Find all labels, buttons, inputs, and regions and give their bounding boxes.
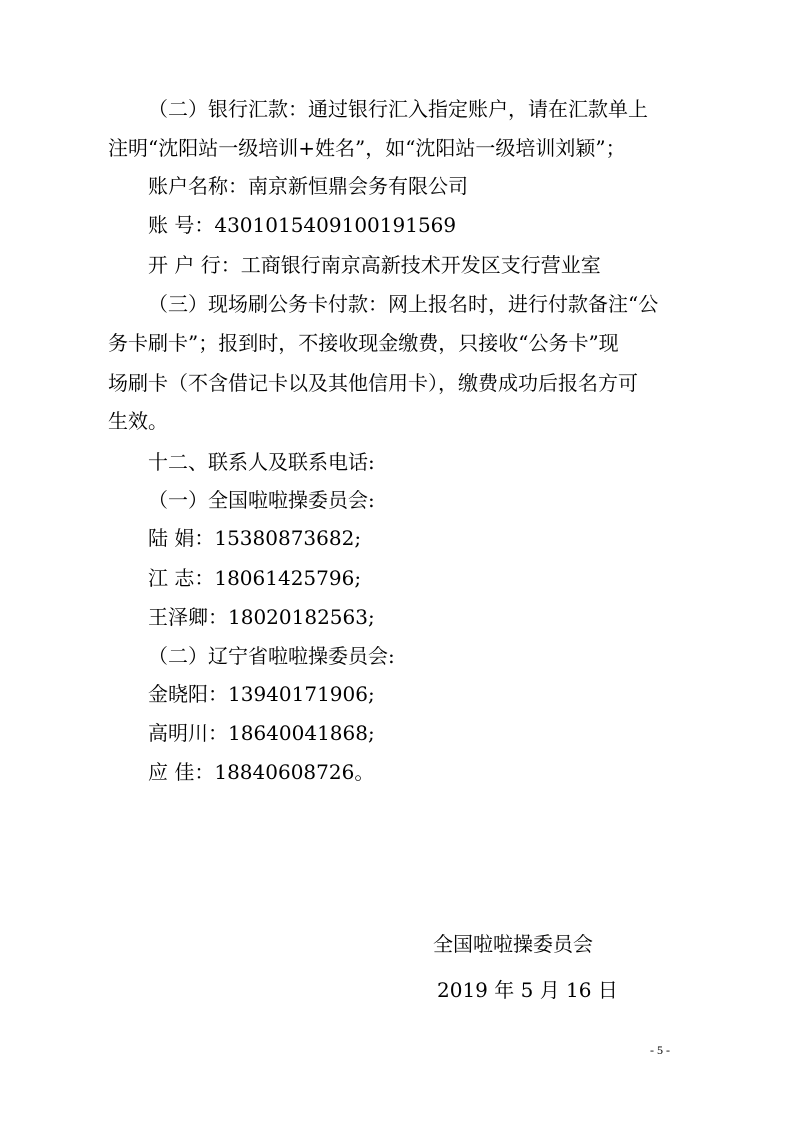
card-payment-line-2: 务卡刷卡”；报到时，不接收现金缴费，只接收“公务卡”现 [108, 331, 619, 355]
contact-entry: 高明川：18640041868; [148, 721, 375, 745]
bank-transfer-heading: （二）银行汇款：通过银行汇入指定账户，请在汇款单上 [148, 97, 648, 121]
signature-organization: 全国啦啦操委员会 [433, 932, 593, 956]
contact-entry: 应 佳：18840608726。 [148, 760, 375, 784]
contacts-heading: 十二、联系人及联系电话: [148, 450, 375, 474]
card-payment-line-3: 场刷卡（不含借记卡以及其他信用卡），缴费成功后报名方可 [108, 371, 638, 395]
account-number: 账 号：4301015409100191569 [148, 213, 457, 237]
contact-group-1-title: （一）全国啦啦操委员会: [148, 488, 375, 512]
contact-entry: 王泽卿：18020182563; [148, 605, 375, 629]
card-payment-line-4: 生效。 [108, 409, 168, 433]
card-payment-line-1: （三）现场刷公务卡付款：网上报名时，进行付款备注“公 [148, 292, 659, 316]
contact-entry: 金晓阳：13940171906; [148, 682, 375, 706]
contact-group-2-title: （二）辽宁省啦啦操委员会: [148, 644, 395, 668]
account-name: 账户名称：南京新恒鼎会务有限公司 [148, 174, 468, 198]
bank-branch: 开 户 行：工商银行南京高新技术开发区支行营业室 [148, 253, 601, 277]
page-number: - 5 - [650, 1043, 670, 1057]
signature-date: 2019 年 5 月 16 日 [437, 978, 618, 1002]
bank-transfer-note: 注明“沈阳站一级培训+姓名”，如“沈阳站一级培训刘颖”； [108, 136, 626, 160]
contact-entry: 陆 娟：15380873682; [148, 526, 362, 550]
contact-entry: 江 志：18061425796; [148, 566, 362, 590]
